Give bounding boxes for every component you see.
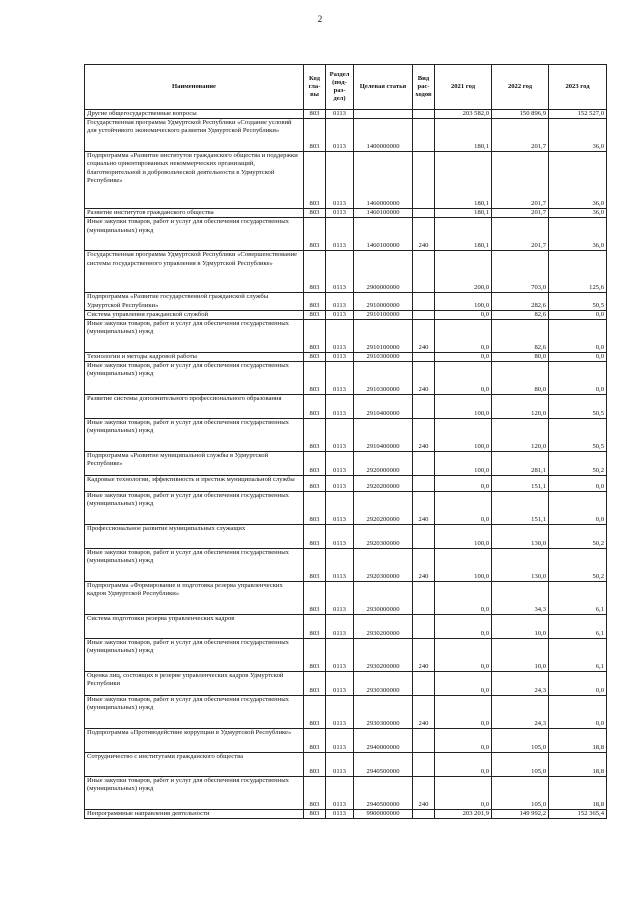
row-name: Иные закупки товаров, работ и услуг для обеспечения государственных (муниципальных) нужд — [85, 777, 304, 810]
table-row — [85, 152, 607, 209]
row-value-2023: 0,0 — [549, 310, 607, 319]
table-body — [85, 110, 607, 819]
row-expense-type — [413, 293, 435, 310]
row-target-article: 1460000000 — [354, 152, 413, 209]
row-value-2023: 0,0 — [549, 320, 607, 353]
row-expense-type — [413, 672, 435, 696]
row-target-article: 2910000000 — [354, 293, 413, 310]
row-expense-type — [413, 452, 435, 476]
table-row — [85, 395, 607, 419]
row-value-2021: 100,0 — [435, 293, 492, 310]
row-chapter-code: 803 — [304, 696, 326, 729]
table-row — [85, 110, 607, 119]
row-value-2022: 105,0 — [492, 729, 549, 753]
row-expense-type — [413, 395, 435, 419]
row-name: Подпрограмма «Развитие муниципальной службы в Удмуртской Республике» — [85, 452, 304, 476]
row-section: 0113 — [326, 152, 354, 209]
row-section: 0113 — [326, 209, 354, 218]
row-value-2023: 6,1 — [549, 639, 607, 672]
row-chapter-code: 803 — [304, 549, 326, 582]
row-chapter-code: 803 — [304, 810, 326, 819]
row-value-2023: 125,6 — [549, 251, 607, 293]
row-target-article: 1400000000 — [354, 119, 413, 152]
row-expense-type — [413, 729, 435, 753]
row-section: 0113 — [326, 525, 354, 549]
row-value-2023: 50,5 — [549, 395, 607, 419]
row-value-2021: 0,0 — [435, 777, 492, 810]
row-chapter-code: 803 — [304, 353, 326, 362]
row-chapter-code: 803 — [304, 362, 326, 395]
row-target-article: 2930200000 — [354, 615, 413, 639]
row-value-2022: 24,3 — [492, 672, 549, 696]
row-expense-type — [413, 476, 435, 492]
row-target-article: 2910400000 — [354, 395, 413, 419]
row-section: 0113 — [326, 218, 354, 251]
row-name: Профессиональное развитие муниципальных служащих — [85, 525, 304, 549]
row-section: 0113 — [326, 110, 354, 119]
header-expense-type: Вид рас- ходов — [413, 65, 435, 110]
row-value-2021: 0,0 — [435, 696, 492, 729]
row-target-article: 2940000000 — [354, 729, 413, 753]
row-chapter-code: 803 — [304, 395, 326, 419]
row-name: Государственная программа Удмуртской Республики «Создание условий для устойчивого экономического развития Удмуртской Республики» — [85, 119, 304, 152]
table-row — [85, 119, 607, 152]
row-value-2023: 0,0 — [549, 476, 607, 492]
table-row — [85, 639, 607, 672]
row-value-2021: 0,0 — [435, 310, 492, 319]
row-name: Подпрограмма «Развитие институтов гражданского общества и поддержки социально ориентированных некоммерческих организаций, благотворительной и добровольческой деятельности в Удмуртской Республике» — [85, 152, 304, 209]
row-value-2022: 80,0 — [492, 353, 549, 362]
row-value-2023: 36,0 — [549, 218, 607, 251]
row-value-2022: 150 896,9 — [492, 110, 549, 119]
row-value-2021: 203 201,9 — [435, 810, 492, 819]
row-expense-type: 240 — [413, 696, 435, 729]
row-target-article: 2930200000 — [354, 639, 413, 672]
row-target-article: 2910300000 — [354, 353, 413, 362]
row-value-2022: 130,0 — [492, 549, 549, 582]
row-section: 0113 — [326, 615, 354, 639]
row-section: 0113 — [326, 119, 354, 152]
row-value-2023: 36,0 — [549, 119, 607, 152]
row-section: 0113 — [326, 476, 354, 492]
table-row — [85, 419, 607, 452]
header-year-2021: 2021 год — [435, 65, 492, 110]
row-value-2022: 201,7 — [492, 218, 549, 251]
row-target-article: 2930300000 — [354, 696, 413, 729]
row-name: Другие общегосударственные вопросы — [85, 110, 304, 119]
row-value-2023: 6,1 — [549, 615, 607, 639]
row-value-2022: 201,7 — [492, 119, 549, 152]
row-value-2021: 0,0 — [435, 353, 492, 362]
row-target-article: 2920000000 — [354, 452, 413, 476]
row-name: Иные закупки товаров, работ и услуг для обеспечения государственных (муниципальных) нужд — [85, 362, 304, 395]
row-value-2023: 0,0 — [549, 492, 607, 525]
row-value-2022: 105,0 — [492, 777, 549, 810]
row-value-2021: 0,0 — [435, 639, 492, 672]
row-value-2023: 6,1 — [549, 582, 607, 615]
row-expense-type — [413, 353, 435, 362]
row-expense-type — [413, 525, 435, 549]
table-row — [85, 476, 607, 492]
row-value-2022: 149 992,2 — [492, 810, 549, 819]
row-value-2022: 151,1 — [492, 476, 549, 492]
row-chapter-code: 803 — [304, 110, 326, 119]
row-value-2022: 201,7 — [492, 209, 549, 218]
row-section: 0113 — [326, 353, 354, 362]
row-value-2023: 0,0 — [549, 362, 607, 395]
row-target-article: 1460100000 — [354, 209, 413, 218]
row-chapter-code: 803 — [304, 492, 326, 525]
row-value-2023: 18,8 — [549, 753, 607, 777]
row-target-article: 2940500000 — [354, 777, 413, 810]
row-value-2023: 50,2 — [549, 452, 607, 476]
row-value-2021: 0,0 — [435, 729, 492, 753]
row-target-article: 1460100000 — [354, 218, 413, 251]
row-value-2023: 36,0 — [549, 152, 607, 209]
header-chapter-code: Код гла- вы — [304, 65, 326, 110]
row-value-2023: 36,0 — [549, 209, 607, 218]
row-chapter-code: 803 — [304, 615, 326, 639]
row-name: Сотрудничество с институтами гражданского общества — [85, 753, 304, 777]
row-value-2021: 0,0 — [435, 753, 492, 777]
row-expense-type: 240 — [413, 492, 435, 525]
row-section: 0113 — [326, 729, 354, 753]
row-section: 0113 — [326, 419, 354, 452]
row-value-2023: 152 365,4 — [549, 810, 607, 819]
row-value-2022: 130,0 — [492, 525, 549, 549]
row-value-2023: 0,0 — [549, 696, 607, 729]
row-section: 0113 — [326, 777, 354, 810]
row-expense-type: 240 — [413, 639, 435, 672]
row-section: 0113 — [326, 395, 354, 419]
row-chapter-code: 803 — [304, 119, 326, 152]
row-expense-type: 240 — [413, 362, 435, 395]
row-target-article: 2920300000 — [354, 549, 413, 582]
row-value-2023: 18,8 — [549, 729, 607, 753]
row-expense-type — [413, 615, 435, 639]
row-name: Иные закупки товаров, работ и услуг для обеспечения государственных (муниципальных) нужд — [85, 639, 304, 672]
row-value-2021: 0,0 — [435, 320, 492, 353]
row-name: Развитие институтов гражданского общества — [85, 209, 304, 218]
table-row — [85, 729, 607, 753]
table-row — [85, 251, 607, 293]
row-value-2022: 34,3 — [492, 582, 549, 615]
row-value-2021: 0,0 — [435, 582, 492, 615]
row-value-2023: 18,8 — [549, 777, 607, 810]
row-target-article — [354, 110, 413, 119]
row-section: 0113 — [326, 672, 354, 696]
row-section: 0113 — [326, 582, 354, 615]
row-value-2021: 100,0 — [435, 452, 492, 476]
table-row — [85, 615, 607, 639]
row-section: 0113 — [326, 320, 354, 353]
row-chapter-code: 803 — [304, 293, 326, 310]
row-expense-type: 240 — [413, 218, 435, 251]
row-value-2021: 180,1 — [435, 209, 492, 218]
row-value-2021: 180,1 — [435, 119, 492, 152]
row-name: Иные закупки товаров, работ и услуг для обеспечения государственных (муниципальных) нужд — [85, 218, 304, 251]
row-chapter-code: 803 — [304, 777, 326, 810]
row-value-2023: 0,0 — [549, 672, 607, 696]
table-row — [85, 492, 607, 525]
header-year-2023: 2023 год — [549, 65, 607, 110]
row-expense-type: 240 — [413, 419, 435, 452]
row-name: Иные закупки товаров, работ и услуг для обеспечения государственных (муниципальных) нужд — [85, 320, 304, 353]
row-value-2023: 50,2 — [549, 525, 607, 549]
row-target-article: 2910400000 — [354, 419, 413, 452]
row-name: Система управления гражданской службой — [85, 310, 304, 319]
table-row — [85, 209, 607, 218]
row-value-2022: 120,0 — [492, 419, 549, 452]
row-target-article: 2930300000 — [354, 672, 413, 696]
row-name: Подпрограмма «Противодействие коррупции в Удмуртской Республике» — [85, 729, 304, 753]
row-value-2022: 82,6 — [492, 310, 549, 319]
row-name: Иные закупки товаров, работ и услуг для обеспечения государственных (муниципальных) нужд — [85, 549, 304, 582]
row-chapter-code: 803 — [304, 419, 326, 452]
row-expense-type — [413, 251, 435, 293]
table-row — [85, 582, 607, 615]
row-value-2022: 703,0 — [492, 251, 549, 293]
table-row — [85, 777, 607, 810]
row-target-article: 2910100000 — [354, 310, 413, 319]
row-chapter-code: 803 — [304, 729, 326, 753]
row-value-2022: 80,0 — [492, 362, 549, 395]
row-target-article: 2910100000 — [354, 320, 413, 353]
row-value-2023: 50,2 — [549, 549, 607, 582]
row-expense-type — [413, 753, 435, 777]
table-row — [85, 549, 607, 582]
row-expense-type — [413, 582, 435, 615]
row-chapter-code: 803 — [304, 310, 326, 319]
page-number: 2 — [317, 14, 323, 24]
row-target-article: 2920200000 — [354, 492, 413, 525]
row-value-2021: 200,0 — [435, 251, 492, 293]
row-expense-type — [413, 119, 435, 152]
row-value-2022: 82,6 — [492, 320, 549, 353]
row-chapter-code: 803 — [304, 152, 326, 209]
row-expense-type: 240 — [413, 777, 435, 810]
row-name: Иные закупки товаров, работ и услуг для обеспечения государственных (муниципальных) нужд — [85, 419, 304, 452]
row-value-2021: 100,0 — [435, 525, 492, 549]
row-value-2021: 100,0 — [435, 549, 492, 582]
row-name: Непрограммные направления деятельности — [85, 810, 304, 819]
row-name: Государственная программа Удмуртской Республики «Совершенствование системы государственного управления в Удмуртской Республике» — [85, 251, 304, 293]
row-name: Иные закупки товаров, работ и услуг для обеспечения государственных (муниципальных) нужд — [85, 492, 304, 525]
row-value-2021: 0,0 — [435, 362, 492, 395]
header-year-2022: 2022 год — [492, 65, 549, 110]
row-name: Подпрограмма «Развитие государственной гражданской службы Удмуртской Республики» — [85, 293, 304, 310]
row-value-2022: 24,3 — [492, 696, 549, 729]
row-value-2021: 180,1 — [435, 218, 492, 251]
row-chapter-code: 803 — [304, 672, 326, 696]
row-section: 0113 — [326, 549, 354, 582]
row-value-2022: 281,1 — [492, 452, 549, 476]
table-header-row — [85, 65, 607, 110]
row-chapter-code: 803 — [304, 582, 326, 615]
row-section: 0113 — [326, 639, 354, 672]
row-name: Технологии и методы кадровой работы — [85, 353, 304, 362]
header-section: Раздел (под- раз- дел) — [326, 65, 354, 110]
row-chapter-code: 803 — [304, 209, 326, 218]
row-chapter-code: 803 — [304, 753, 326, 777]
row-value-2023: 152 527,0 — [549, 110, 607, 119]
table-row — [85, 810, 607, 819]
row-name: Оценка лиц, состоящих в резерве управленческих кадров Удмуртской Республики — [85, 672, 304, 696]
row-expense-type — [413, 152, 435, 209]
row-section: 0113 — [326, 362, 354, 395]
row-target-article: 2920300000 — [354, 525, 413, 549]
row-target-article: 2910300000 — [354, 362, 413, 395]
table-row — [85, 218, 607, 251]
row-value-2021: 0,0 — [435, 672, 492, 696]
row-expense-type — [413, 110, 435, 119]
table-row — [85, 310, 607, 319]
row-expense-type — [413, 810, 435, 819]
table-row — [85, 362, 607, 395]
row-expense-type — [413, 310, 435, 319]
row-chapter-code: 803 — [304, 320, 326, 353]
row-name: Подпрограмма «Формирование и подготовка резерва управленческих кадров Удмуртской Республики» — [85, 582, 304, 615]
row-value-2021: 100,0 — [435, 395, 492, 419]
row-section: 0113 — [326, 293, 354, 310]
row-target-article: 2940500000 — [354, 753, 413, 777]
row-value-2023: 50,5 — [549, 293, 607, 310]
row-value-2022: 201,7 — [492, 152, 549, 209]
table-row — [85, 293, 607, 310]
table-row — [85, 320, 607, 353]
row-chapter-code: 803 — [304, 452, 326, 476]
row-value-2022: 10,0 — [492, 639, 549, 672]
table-row — [85, 525, 607, 549]
row-value-2021: 203 582,0 — [435, 110, 492, 119]
row-target-article: 9900000000 — [354, 810, 413, 819]
row-value-2021: 0,0 — [435, 476, 492, 492]
table-row — [85, 696, 607, 729]
row-section: 0113 — [326, 753, 354, 777]
row-value-2023: 0,0 — [549, 353, 607, 362]
row-chapter-code: 803 — [304, 639, 326, 672]
row-expense-type: 240 — [413, 549, 435, 582]
row-section: 0113 — [326, 810, 354, 819]
row-target-article: 2900000000 — [354, 251, 413, 293]
row-name: Система подготовки резерва управленческих кадров — [85, 615, 304, 639]
row-value-2023: 50,5 — [549, 419, 607, 452]
row-name: Иные закупки товаров, работ и услуг для обеспечения государственных (муниципальных) нужд — [85, 696, 304, 729]
row-chapter-code: 803 — [304, 525, 326, 549]
row-section: 0113 — [326, 696, 354, 729]
row-value-2022: 10,0 — [492, 615, 549, 639]
row-target-article: 2920200000 — [354, 476, 413, 492]
row-target-article: 2930000000 — [354, 582, 413, 615]
row-value-2021: 0,0 — [435, 615, 492, 639]
header-target-article: Целевая статья — [354, 65, 413, 110]
budget-table — [84, 64, 607, 819]
row-value-2022: 151,1 — [492, 492, 549, 525]
row-expense-type — [413, 209, 435, 218]
row-value-2022: 120,0 — [492, 395, 549, 419]
row-section: 0113 — [326, 310, 354, 319]
header-name: Наименование — [85, 65, 304, 110]
table-row — [85, 753, 607, 777]
row-name: Развитие системы дополнительного профессионального образования — [85, 395, 304, 419]
row-section: 0113 — [326, 492, 354, 525]
table-row — [85, 672, 607, 696]
row-section: 0113 — [326, 251, 354, 293]
row-chapter-code: 803 — [304, 218, 326, 251]
row-value-2021: 0,0 — [435, 492, 492, 525]
row-expense-type: 240 — [413, 320, 435, 353]
row-name: Кадровые технологии, эффективность и престиж муниципальной службы — [85, 476, 304, 492]
table-row — [85, 452, 607, 476]
row-value-2022: 282,6 — [492, 293, 549, 310]
row-chapter-code: 803 — [304, 251, 326, 293]
row-value-2021: 100,0 — [435, 419, 492, 452]
row-chapter-code: 803 — [304, 476, 326, 492]
row-section: 0113 — [326, 452, 354, 476]
row-value-2021: 180,1 — [435, 152, 492, 209]
row-value-2022: 105,0 — [492, 753, 549, 777]
table-row — [85, 353, 607, 362]
